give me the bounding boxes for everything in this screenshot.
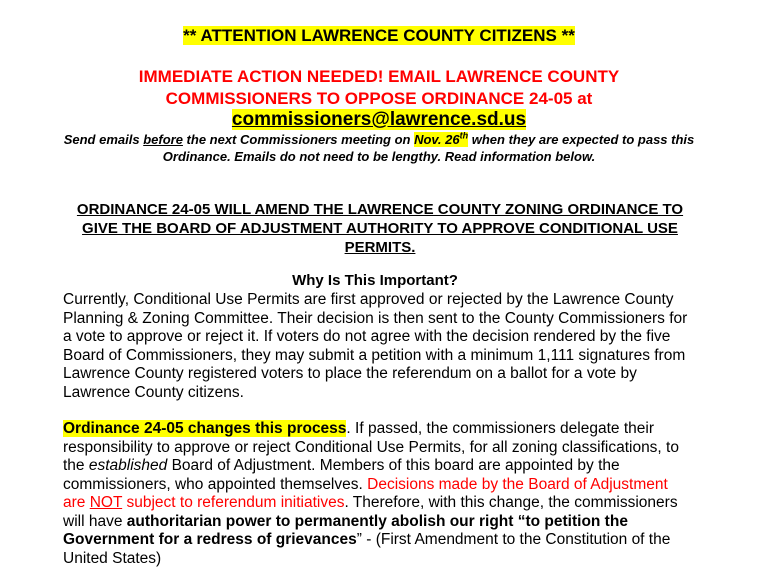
email-line bbox=[0, 108, 758, 131]
send-note-text: when they are expected to pass this Ordinance. Emails do not need to be lengthy. Read information below. bbox=[162, 132, 695, 164]
amend-heading: ORDINANCE 24-05 WILL AMEND THE LAWRENCE COUNTY ZONING ORDINANCE TO GIVE THE BOARD OF ADJUSTMENT AUTHORITY TO APPROVE CONDITIONAL USE PERMITS. bbox=[76, 201, 684, 256]
send-note-before: before bbox=[143, 132, 183, 147]
action-heading: IMMEDIATE ACTION NEEDED! EMAIL LAWRENCE COUNTY COMMISSIONERS TO OPPOSE ORDINANCE 24-05 at bbox=[138, 67, 620, 108]
red-not-text: NOT bbox=[89, 494, 123, 511]
meeting-date-text: Nov. 26 bbox=[414, 132, 460, 147]
attention-heading bbox=[0, 25, 758, 47]
meeting-date bbox=[414, 132, 468, 147]
paragraph-ordinance-change bbox=[63, 420, 693, 568]
paragraph-current-process: Currently, Conditional Use Permits are first approved or rejected by the Lawrence County Planning & Zoning Committee. Their decision is then sent to the County Commissioners for a vote to approve or reject it. If voters do not agree with the decision rendered by the five Board of Commissioners, they may submit a petition with a minimum 1,111 signatures from Lawrence County registered voters to place the referendum on a ballot for a vote by Lawrence County citizens. bbox=[63, 291, 688, 401]
paragraph-text: . If passed, the commissioners delegate their responsibility to approve or reject Conditional Use Permits, for all zoning classifications, to the bbox=[63, 420, 679, 474]
paragraph-text: Board of Adjustment. Members of this board are appointed by the commissioners, who appointed themselves. bbox=[63, 457, 620, 493]
ordinance-change-lead: Ordinance 24-05 changes this process bbox=[63, 420, 347, 437]
send-note-text: the next Commissioners meeting on bbox=[182, 132, 415, 147]
why-heading: Why Is This Important? bbox=[292, 272, 458, 289]
established-text: established bbox=[88, 457, 168, 474]
authoritarian-power-text: authoritarian power to permanently abolish our right “to petition the Government for a redress of grievances bbox=[63, 512, 628, 548]
email-address[interactable]: commissioners@lawrence.sd.us bbox=[231, 109, 527, 130]
red-warning-text: Decisions made by the Board of Adjustment are bbox=[63, 475, 668, 511]
meeting-date-suffix: th bbox=[459, 130, 469, 141]
red-warning-text: subject to referendum initiatives bbox=[122, 494, 345, 511]
send-note-text: Send emails bbox=[63, 132, 144, 147]
first-amendment-text: ” - (First Amendment to the Constitution of the United States) bbox=[63, 531, 671, 567]
send-note bbox=[62, 131, 696, 165]
attention-text: ** ATTENTION LAWRENCE COUNTY CITIZENS ** bbox=[183, 26, 575, 45]
paragraph-text: . Therefore, with this change, the commissioners will have bbox=[63, 494, 678, 530]
